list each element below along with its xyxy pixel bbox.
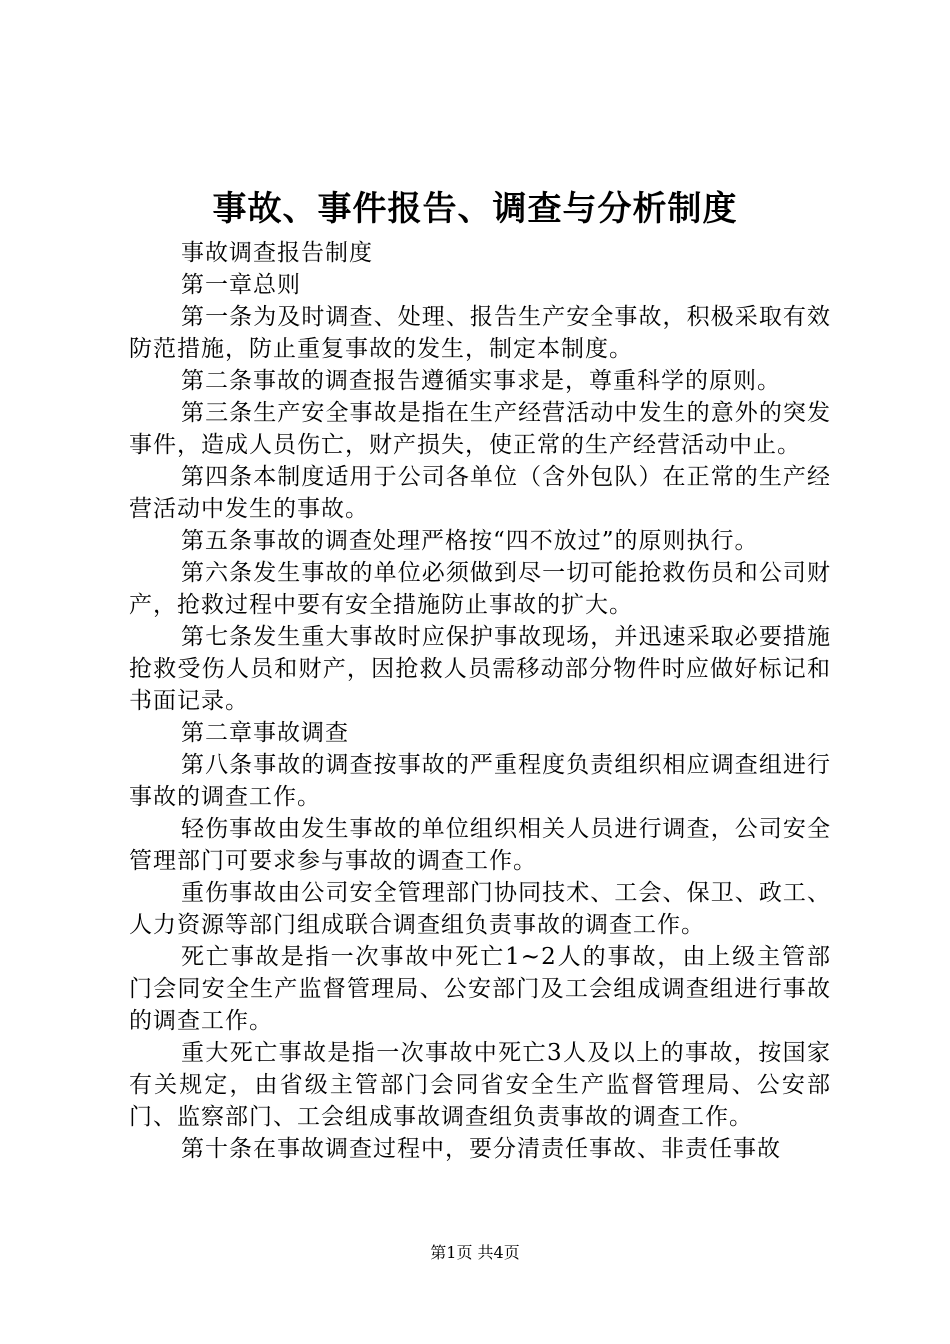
paragraph: 第一条为及时调查、处理、报告生产安全事故，积极采取有效防范措施，防止重复事故的发生，制定本制度。: [129, 304, 831, 362]
paragraph: 第五条事故的调查处理严格按“四不放过”的原则执行。: [181, 528, 759, 554]
paragraph: 轻伤事故由发生事故的单位组织相关人员进行调查，公司安全管理部门可要求参与事故的调查工作。: [129, 816, 831, 874]
paragraph: 事故调查报告制度: [181, 240, 373, 266]
paragraph: 重大死亡事故是指一次事故中死亡3人及以上的事故，按国家有关规定，由省级主管部门会同省安全生产监督管理局、公安部门、监察部门、工会组成事故调查组负责事故的调查工作。: [129, 1040, 831, 1130]
paragraph: 第二条事故的调查报告遵循实事求是，尊重科学的原则。: [181, 368, 781, 394]
paragraph: 第六条发生事故的单位必须做到尽一切可能抢救伤员和公司财产，抢救过程中要有安全措施防止事故的扩大。: [129, 560, 831, 618]
paragraph: 第十条在事故调查过程中，要分清责任事故、非责任事故: [181, 1136, 781, 1162]
chapter-heading: 第一章总则: [181, 272, 301, 298]
chapter-heading: 第二章事故调查: [181, 720, 349, 746]
document-body: [129, 237, 831, 1165]
paragraph: 重伤事故由公司安全管理部门协同技术、工会、保卫、政工、人力资源等部门组成联合调查组负责事故的调查工作。: [129, 880, 831, 938]
page-number-footer: 第1页 共4页: [430, 1243, 520, 1262]
paragraph: 第四条本制度适用于公司各单位（含外包队）在正常的生产经营活动中发生的事故。: [129, 464, 831, 522]
document-title: 事故、事件报告、调查与分析制度: [212, 189, 738, 229]
paragraph: 死亡事故是指一次事故中死亡1~2人的事故，由上级主管部门会同安全生产监督管理局、公安部门及工会组成调查组进行事故的调查工作。: [129, 944, 831, 1034]
paragraph: 第七条发生重大事故时应保护事故现场，并迅速采取必要措施抢救受伤人员和财产，因抢救人员需移动部分物件时应做好标记和书面记录。: [129, 624, 831, 714]
paragraph: 第三条生产安全事故是指在生产经营活动中发生的意外的突发事件，造成人员伤亡，财产损失，使正常的生产经营活动中止。: [129, 400, 831, 458]
paragraph: 第八条事故的调查按事故的严重程度负责组织相应调查组进行事故的调查工作。: [129, 752, 831, 810]
